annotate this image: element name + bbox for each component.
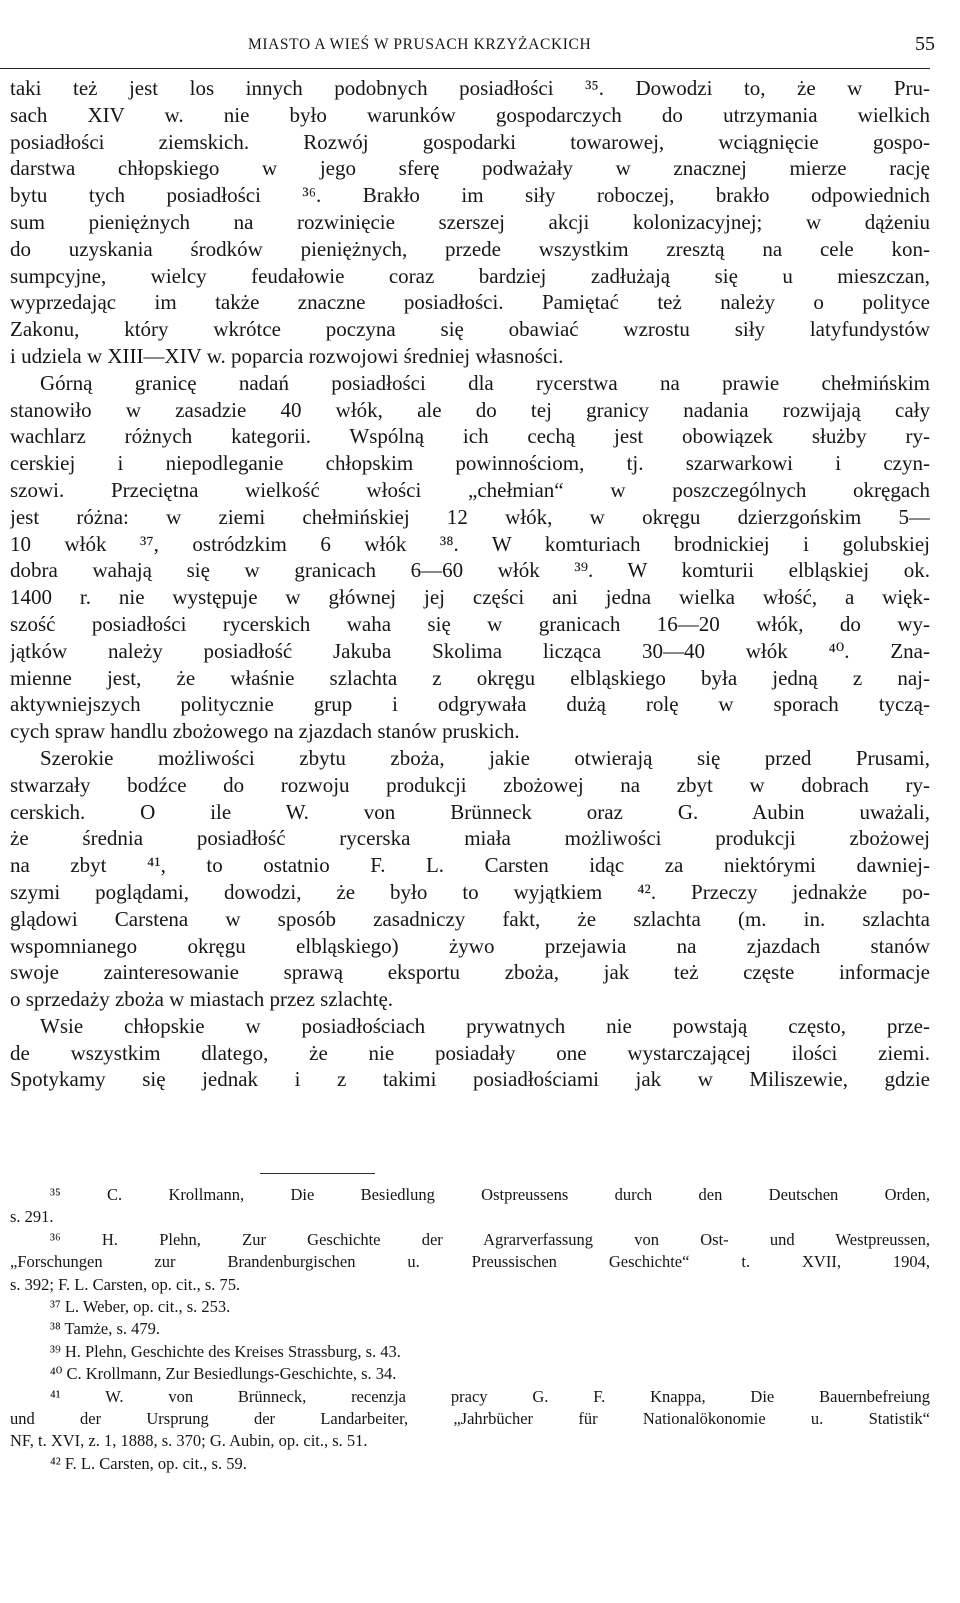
body-line: posiadłości ziemskich. Rozwój gospodarki towarowej, wciągnięcie gospo- xyxy=(10,129,930,154)
footnote-line: ³⁵ C. Krollmann, Die Besiedlung Ostpreussens durch den Deutschen Orden, xyxy=(50,1185,930,1204)
body-line: Spotykamy się jednak i z takimi posiadłościami jak w Miliszewie, gdzie xyxy=(10,1067,930,1092)
body-line: jest różna: w ziemi chełmińskiej 12 włók, w okręgu dzierzgońskim 5— xyxy=(10,504,930,529)
body-line: cerskich. O ile W. von Brünneck oraz G. Aubin uważali, xyxy=(10,799,930,824)
footnote-line: ⁴⁰ C. Krollmann, Zur Besiedlungs-Geschichte, s. 34. xyxy=(50,1364,397,1384)
body-line: cerskiej i niepodleganie chłopskim powinnościom, tj. szarwarkowi i czyn- xyxy=(10,451,930,476)
body-line: darstwa chłopskiego w jego sferę podważały w znacznej mierze rację xyxy=(10,156,930,181)
footnote-rule xyxy=(260,1173,375,1174)
page-number: 55 xyxy=(915,33,935,55)
footnote-line: ³⁶ H. Plehn, Zur Geschichte der Agrarverfassung von Ost- und Westpreussen, xyxy=(50,1229,930,1249)
body-line: sum pieniężnych na rozwinięcie szerszej akcji kolonizacyjnej; w dążeniu xyxy=(10,209,930,234)
body-line: bytu tych posiadłości ³⁶. Brakło im siły roboczej, brakło odpowiednich xyxy=(10,183,930,208)
body-line: cych spraw handlu zbożowego na zjazdach stanów pruskich. xyxy=(10,719,520,744)
body-line: wachlarz różnych kategorii. Wspólną ich cechą jest obowiązek służby ry- xyxy=(10,424,930,449)
body-line: Szerokie możliwości zbytu zboża, jakie otwierają się przed Prusami, xyxy=(40,745,930,770)
body-line: taki też jest los innych podobnych posiadłości ³⁵. Dowodzi to, że w Pru- xyxy=(10,76,930,100)
footnote-line: ³⁹ H. Plehn, Geschichte des Kreises Strassburg, s. 43. xyxy=(50,1341,401,1361)
body-line: jątków należy posiadłość Jakuba Skolima licząca 30—40 włók ⁴⁰. Zna- xyxy=(10,638,930,663)
footnote-line: s. 392; F. L. Carsten, op. cit., s. 75. xyxy=(10,1274,241,1294)
body-line: szowi. Przeciętna wielkość włości „chełmian“ w poszczególnych okręgach xyxy=(10,477,930,502)
body-line: szość posiadłości rycerskich waha się w granicach 16—20 włók, do wy- xyxy=(10,611,930,636)
body-line: swoje zainteresowanie sprawą eksportu zboża, jak też częste informacje xyxy=(10,960,930,985)
body-line: 1400 r. nie występuje w głównej jej części ani jedna wielka włość, a więk- xyxy=(10,585,930,610)
body-line: dobra wahają się w granicach 6—60 włók ³⁹. W komturii elbląskiej ok. xyxy=(10,558,930,583)
body-line: Zakonu, który wkrótce poczyna się obawiać wzrostu siły latyfundystów xyxy=(10,317,930,342)
body-line: sach XIV w. nie było warunków gospodarczych do utrzymania wielkich xyxy=(10,102,930,127)
body-line: stwarzały bodźce do rozwoju produkcji zbożowej na zbyt w dobrach ry- xyxy=(10,772,930,797)
footnote-line: ⁴¹ W. von Brünneck, recenzja pracy G. F. Knappa, Die Bauernbefreiung xyxy=(50,1386,930,1406)
footnote-line: ³⁷ L. Weber, op. cit., s. 253. xyxy=(50,1297,231,1317)
body-line: wspomnianego okręgu elbląskiego) żywo przejawia na zjazdach stanów xyxy=(10,933,930,958)
body-line: mienne jest, że właśnie szlachta z okręgu elbląskiego była jedną z naj- xyxy=(10,665,930,690)
footnote-line: und der Ursprung der Landarbeiter, „Jahrbücher für Nationalökonomie u. Statistik“ xyxy=(10,1409,930,1429)
body-line: na zbyt ⁴¹, to ostatnio F. L. Carsten idąc za niektórymi dawniej- xyxy=(10,853,930,878)
body-line: glądowi Carstena w sposób zasadniczy fakt, że szlachta (m. in. szlachta xyxy=(10,906,930,931)
running-title: MIASTO A WIEŚ W PRUSACH KRZYŻACKICH xyxy=(248,36,592,53)
body-line: de wszystkim dlatego, że nie posiadały one wystarczającej ilości ziemi. xyxy=(10,1040,930,1065)
body-line: o sprzedaży zboża w miastach przez szlachtę. xyxy=(10,987,394,1012)
body-line: Wsie chłopskie w posiadłościach prywatnych nie powstają często, prze- xyxy=(40,1013,930,1038)
body-line: szymi poglądami, dowodzi, że było to wyjątkiem ⁴². Przeczy jednakże po- xyxy=(10,879,930,904)
body-line: aktywniejszych politycznie grup i odgrywała dużą rolę w sporach tyczą- xyxy=(10,692,930,717)
footnotes xyxy=(10,1184,930,1475)
body-line: do uzyskania środków pieniężnych, przede wszystkim zresztą na cele kon- xyxy=(10,236,930,261)
footnote-line: ³⁸ Tamże, s. 479. xyxy=(50,1319,161,1339)
footnote-line: NF, t. XVI, z. 1, 1888, s. 370; G. Aubin, op. cit., s. 51. xyxy=(10,1431,368,1451)
body-line: sumpcyjne, wielcy feudałowie coraz bardziej zadłużają się u mieszczan, xyxy=(10,263,930,288)
body-line: 10 włók ³⁷, ostródzkim 6 włók ³⁸. W komturiach brodnickiej i golubskiej xyxy=(10,531,930,556)
body-line: wyprzedając im także znaczne posiadłości. Pamiętać też należy o polityce xyxy=(10,290,930,315)
body-text xyxy=(10,75,930,1093)
footnote-line: ⁴² F. L. Carsten, op. cit., s. 59. xyxy=(50,1453,247,1473)
body-line: i udziela w XIII—XIV w. poparcia rozwojowi średniej własności. xyxy=(10,343,564,368)
header-rule xyxy=(0,68,930,69)
body-line: Górną granicę nadań posiadłości dla rycerstwa na prawie chełmińskim xyxy=(40,370,930,395)
body-line: stanowiło w zasadzie 40 włók, ale do tej granicy nadania rozwijają cały xyxy=(10,397,930,422)
footnote-line: s. 291. xyxy=(10,1207,54,1227)
footnote-line: „Forschungen zur Brandenburgischen u. Preussischen Geschichte“ t. XVII, 1904, xyxy=(10,1252,930,1272)
body-line: że średnia posiadłość rycerska miała możliwości produkcji zbożowej xyxy=(10,826,930,851)
